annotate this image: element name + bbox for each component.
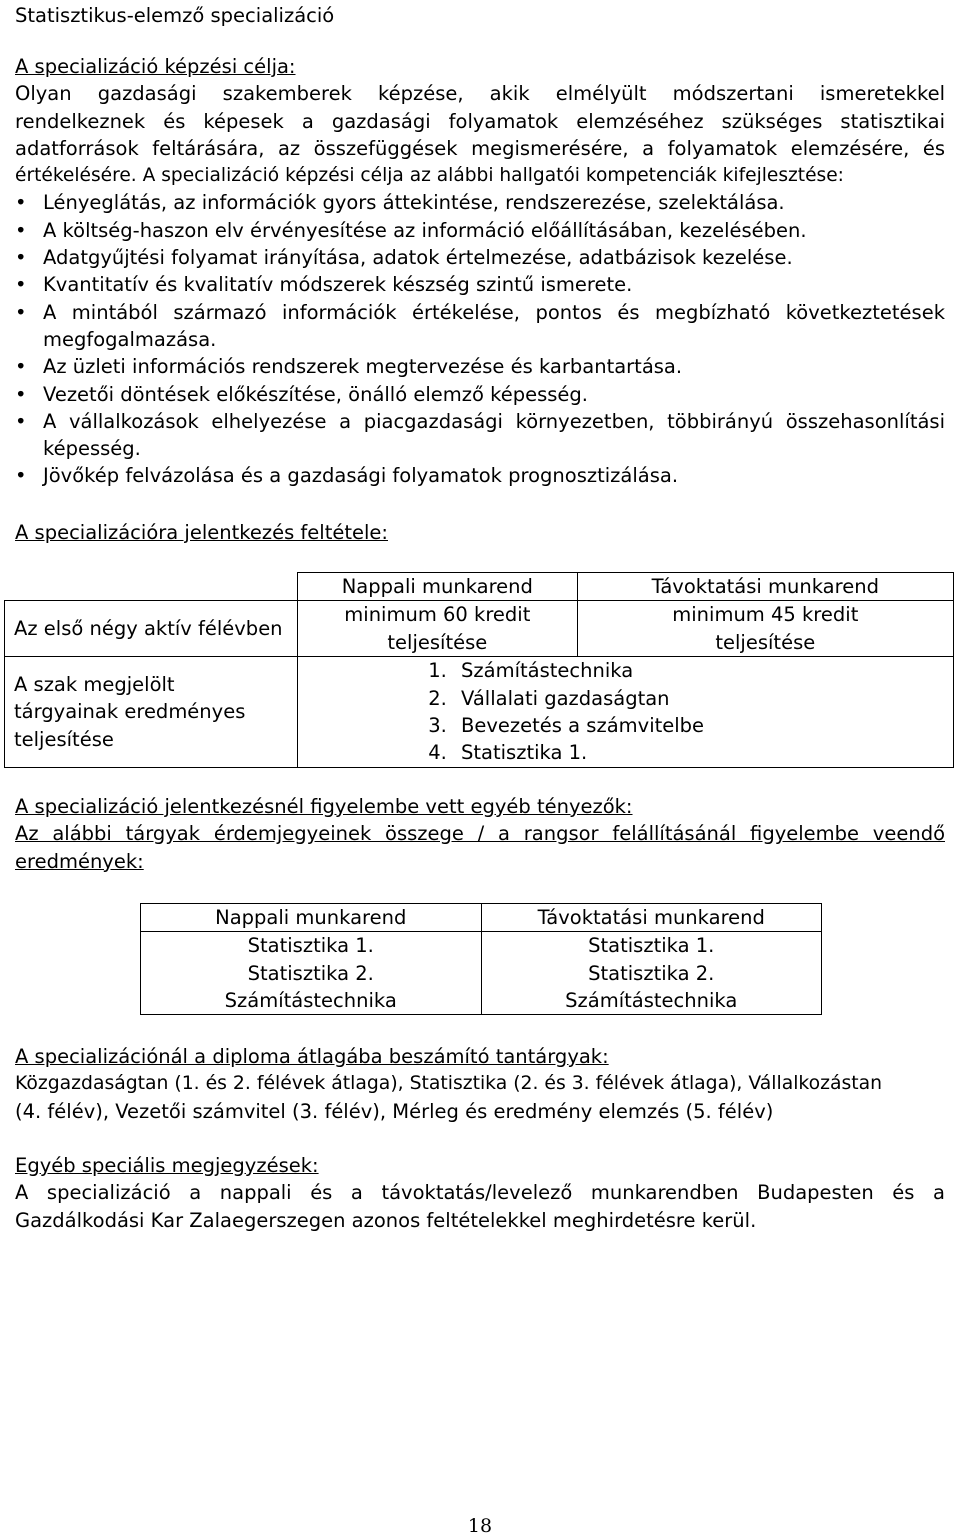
goal-line-4: értékelésére. A specializáció képzési célja az alábbi hallgatói kompetenciák kifejlesztése:	[15, 165, 844, 187]
admission-heading: A specializációra jelentkezés feltétele:	[15, 521, 388, 544]
bullet-icon: •	[15, 191, 27, 215]
goal-line-3: adatforrások feltárására, az összefüggések megismerésére, a folyamatok elemzésére, és	[15, 136, 945, 160]
bullet-icon: •	[15, 382, 27, 406]
notes-section	[15, 1152, 945, 1234]
list-item: 2. Vállalati gazdaságtan	[453, 685, 953, 712]
list-item: Statisztika 1.	[588, 934, 715, 958]
list-item: Statisztika 2.	[247, 961, 374, 985]
bullet-icon: •	[15, 355, 27, 379]
notes-heading: Egyéb speciális megjegyzések:	[15, 1154, 319, 1177]
list-item: • A költség-haszon elv érvényesítése az információ előállításában, kezelésében.	[15, 217, 945, 244]
bullet-icon: •	[15, 464, 27, 488]
goal-heading: A specializáció képzési célja:	[15, 55, 296, 78]
bullet-icon: •	[15, 273, 27, 297]
tavoktatasi-subjects	[481, 932, 822, 1015]
goal-section	[15, 53, 945, 490]
list-item: • Lényeglátás, az információk gyors áttekintése, rendszerezése, szelektálása.	[15, 189, 945, 216]
list-item: • A mintából származó információk értékelése, pontos és megbízható következtetések megfogalmazása.	[15, 300, 945, 351]
subject-list	[298, 657, 953, 766]
admission-table	[4, 572, 954, 768]
list-item: 3. Bevezetés a számvitelbe	[453, 712, 953, 739]
list-item: Számítástechnika	[224, 988, 397, 1012]
diploma-line-2: (4. félév), Vezetői számvitel (3. félév), Mérleg és eredmény elemzés (5. félév)	[15, 1099, 774, 1123]
nappali-subjects	[141, 932, 482, 1015]
factors-header-nappali: Nappali munkarend	[141, 904, 482, 932]
goal-line-2: rendelkeznek és képesek a gazdasági folyamatok elemzéséhez szükséges statisztikai	[15, 109, 945, 133]
col-header-nappali: Nappali munkarend	[298, 573, 578, 601]
list-item: Statisztika 2.	[588, 961, 715, 985]
bullet-icon: •	[15, 300, 27, 324]
required-subjects	[298, 656, 954, 767]
page-title: Statisztikus-elemző specializáció	[15, 4, 335, 27]
diploma-heading: A specializációnál a diploma átlagába beszámító tantárgyak:	[15, 1045, 609, 1068]
list-item: • Jövőkép felvázolása és a gazdasági folyamatok prognosztizálása.	[15, 462, 945, 489]
nappali-credits: minimum 60 kredit teljesítése	[298, 601, 578, 657]
bullet-icon: •	[15, 218, 27, 242]
empty-cell	[5, 573, 298, 601]
row-label-subjects: A szak megjelölt tárgyainak eredményes teljesítése	[5, 656, 298, 767]
diploma-line-1: Közgazdaságtan (1. és 2. félévek átlaga), Statisztika (2. és 3. félévek átlaga), Vállalkozástan	[15, 1073, 883, 1095]
row-label-credits: Az első négy aktív félévben	[5, 601, 298, 657]
list-item: 1. Számítástechnika	[453, 657, 953, 684]
factors-section	[15, 793, 945, 875]
factors-table	[140, 903, 822, 1015]
list-item: • Az üzleti információs rendszerek megtervezése és karbantartása.	[15, 353, 945, 380]
notes-line-2: Gazdálkodási Kar Zalaegerszegen azonos feltételekkel meghirdetésre kerül.	[15, 1208, 757, 1232]
tavoktatasi-credits: minimum 45 kredit teljesítése	[577, 601, 953, 657]
list-item: • A vállalkozások elhelyezése a piacgazdasági környezetben, többirányú összehasonlítási képesség.	[15, 409, 945, 461]
col-header-tavoktatasi: Távoktatási munkarend	[577, 573, 953, 601]
competency-list	[15, 189, 945, 489]
bullet-icon: •	[15, 409, 27, 433]
list-item: Számítástechnika	[565, 988, 738, 1012]
notes-line-1: A specializáció a nappali és a távoktatás/levelező munkarendben Budapesten és a	[15, 1181, 945, 1205]
factors-header-tavoktatasi: Távoktatási munkarend	[481, 904, 822, 932]
page-number: 18	[467, 1515, 493, 1537]
factors-subheading: Az alábbi tárgyak érdemjegyeinek összege / a rangsor felállításánál figyelembe veendő eredmények:	[15, 822, 945, 873]
list-item: • Kvantitatív és kvalitatív módszerek készség szintű ismerete.	[15, 271, 945, 298]
list-item: 4. Statisztika 1.	[453, 739, 953, 766]
diploma-section	[15, 1043, 945, 1125]
list-item: • Vezetői döntések előkészítése, önálló elemző képesség.	[15, 381, 945, 408]
goal-line-1: Olyan gazdasági szakemberek képzése, akik elmélyült módszertani ismeretekkel	[15, 82, 945, 106]
bullet-icon: •	[15, 246, 27, 270]
factors-heading: A specializáció jelentkezésnél figyelembe vett egyéb tényezők:	[15, 795, 633, 818]
list-item: • Adatgyűjtési folyamat irányítása, adatok értelmezése, adatbázisok kezelése.	[15, 244, 945, 271]
list-item: Statisztika 1.	[247, 934, 374, 958]
